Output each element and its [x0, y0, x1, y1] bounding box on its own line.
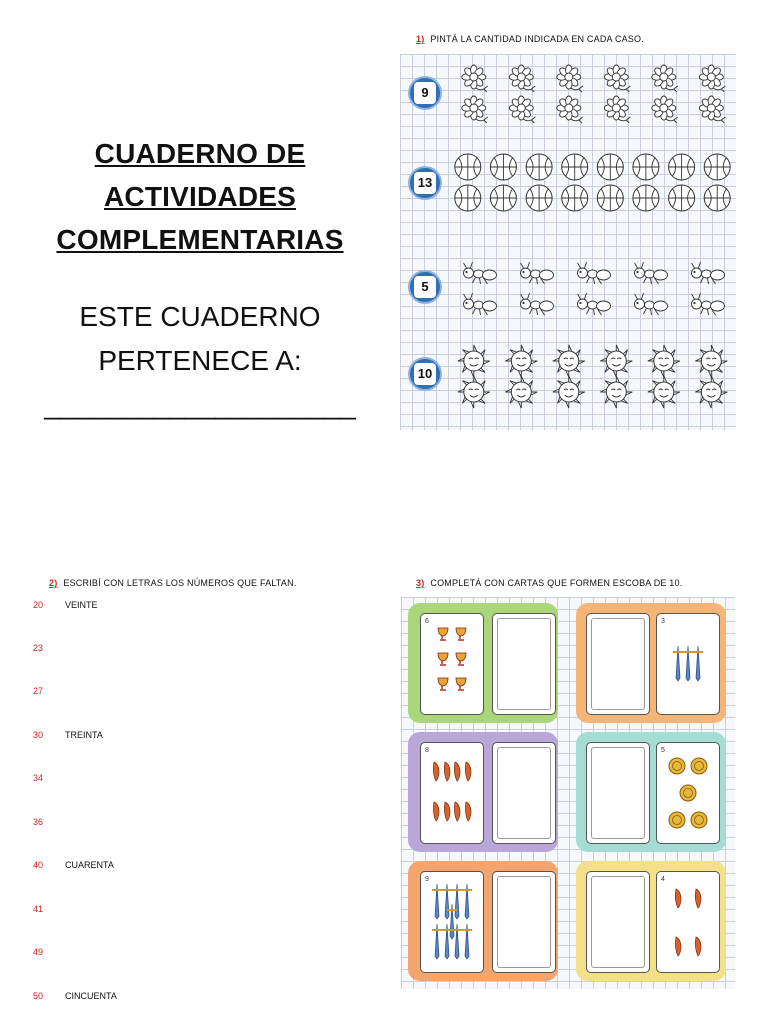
sun-drawing[interactable] — [553, 376, 585, 408]
flower-items — [450, 60, 735, 130]
ball-drawing[interactable] — [562, 185, 588, 211]
count-row-balls — [400, 150, 736, 220]
espadas-symbol — [462, 884, 472, 919]
bastos-symbol — [695, 889, 701, 908]
sun-items — [450, 344, 735, 414]
bastos-symbol — [433, 802, 439, 821]
bastos-symbol — [444, 762, 450, 781]
ball-items — [450, 150, 735, 220]
ant-drawing[interactable] — [578, 262, 611, 284]
flower-drawing[interactable] — [604, 96, 630, 123]
activity-2-number: 2) — [49, 578, 58, 588]
oros-symbol — [691, 758, 707, 774]
count-badge-value: 5 — [414, 276, 436, 298]
count-badge — [410, 168, 440, 198]
count-badge — [410, 359, 440, 389]
blank-card-slot[interactable] — [492, 871, 556, 973]
copas-symbol — [456, 653, 466, 665]
playing-card-4-bastos — [656, 871, 720, 973]
copas-symbol — [456, 628, 466, 640]
flower-drawing[interactable] — [699, 96, 725, 123]
ball-drawing[interactable] — [455, 185, 481, 211]
count-badge-value: 10 — [414, 363, 436, 385]
card-pair — [576, 732, 726, 852]
card-value-label: 4 — [661, 876, 665, 883]
ant-items — [450, 256, 735, 326]
espadas-symbol — [442, 884, 452, 919]
ball-drawing[interactable] — [669, 154, 695, 180]
card-pair — [408, 732, 558, 852]
blank-card-slot[interactable] — [586, 742, 650, 844]
playing-card-3-espadas — [656, 613, 720, 715]
sun-drawing[interactable] — [458, 376, 490, 408]
sun-drawing[interactable] — [695, 345, 727, 377]
card-value-label: 5 — [661, 747, 665, 754]
ball-drawing[interactable] — [704, 185, 730, 211]
ball-drawing[interactable] — [490, 154, 516, 180]
activity-2-instruction — [49, 578, 297, 588]
activity-3-panel — [401, 597, 735, 989]
activity-3-text: COMPLETÁ CON CARTAS QUE FORMEN ESCOBA DE 10. — [430, 578, 683, 588]
count-badge — [410, 78, 440, 108]
espadas-symbol — [683, 646, 693, 681]
number-value: 36 — [33, 817, 44, 827]
flower-drawing[interactable] — [462, 96, 488, 123]
sun-drawing[interactable] — [600, 376, 632, 408]
sun-drawing[interactable] — [648, 376, 680, 408]
flower-drawing[interactable] — [699, 65, 725, 92]
sun-drawing[interactable] — [648, 345, 680, 377]
card-value-label: 3 — [661, 618, 665, 625]
blank-card-slot[interactable] — [492, 613, 556, 715]
ant-drawing[interactable] — [521, 293, 554, 315]
bastos-symbol — [675, 937, 681, 956]
oros-symbol — [669, 812, 685, 828]
bastos-symbol — [465, 762, 471, 781]
ant-drawing[interactable] — [692, 293, 725, 315]
espadas-symbol — [462, 924, 472, 959]
ball-drawing[interactable] — [562, 154, 588, 180]
ball-drawing[interactable] — [633, 185, 659, 211]
ant-drawing[interactable] — [464, 293, 497, 315]
ball-drawing[interactable] — [669, 185, 695, 211]
bastos-symbol — [454, 802, 460, 821]
number-word: TREINTA — [65, 730, 103, 740]
bastos-symbol — [465, 802, 471, 821]
bastos-symbol — [433, 762, 439, 781]
count-badge — [410, 272, 440, 302]
ant-drawing[interactable] — [521, 262, 554, 284]
oros-symbol — [680, 785, 696, 801]
ball-drawing[interactable] — [597, 154, 623, 180]
ball-drawing[interactable] — [455, 154, 481, 180]
ball-drawing[interactable] — [704, 154, 730, 180]
playing-card-6-copas — [420, 613, 484, 715]
sun-drawing[interactable] — [505, 345, 537, 377]
sun-drawing[interactable] — [695, 376, 727, 408]
flower-drawing[interactable] — [557, 65, 583, 92]
espadas-symbol — [447, 904, 457, 939]
ant-drawing[interactable] — [635, 262, 668, 284]
playing-card-9-espadas — [420, 871, 484, 973]
flower-drawing[interactable] — [509, 96, 535, 123]
card-pair — [576, 603, 726, 723]
sun-drawing[interactable] — [600, 345, 632, 377]
count-row-ants — [400, 256, 736, 326]
activity-3-instruction — [416, 578, 682, 588]
card-pair — [408, 861, 558, 981]
flower-drawing[interactable] — [604, 65, 630, 92]
bastos-symbol — [695, 937, 701, 956]
playing-card-5-oros — [656, 742, 720, 844]
activity-2-text: ESCRIBÍ CON LETRAS LOS NÚMEROS QUE FALTAN. — [63, 578, 297, 588]
bastos-symbol — [454, 762, 460, 781]
count-row-suns — [400, 344, 736, 414]
espadas-symbol — [442, 924, 452, 959]
ant-drawing[interactable] — [578, 293, 611, 315]
ant-drawing[interactable] — [635, 293, 668, 315]
number-value: 27 — [33, 686, 44, 696]
cover-title-line-3: COMPLEMENTARIAS — [56, 224, 344, 255]
activity-1-number: 1) — [416, 34, 425, 44]
ball-drawing[interactable] — [633, 154, 659, 180]
ball-drawing[interactable] — [526, 185, 552, 211]
copas-symbol — [456, 678, 466, 690]
cover-block — [30, 132, 370, 425]
flower-drawing[interactable] — [557, 96, 583, 123]
espadas-symbol — [432, 884, 442, 919]
playing-card-8-bastos — [420, 742, 484, 844]
espadas-symbol — [432, 924, 442, 959]
blank-card-slot[interactable] — [492, 742, 556, 844]
flower-drawing[interactable] — [652, 96, 678, 123]
owner-name-blank: ____________________ — [44, 389, 356, 420]
cover-subtitle — [30, 295, 370, 383]
ball-drawing[interactable] — [597, 185, 623, 211]
flower-drawing[interactable] — [462, 65, 488, 92]
card-pair — [576, 861, 726, 981]
flower-drawing[interactable] — [509, 65, 535, 92]
cover-subtitle-line-1: ESTE CUADERNO — [79, 301, 321, 332]
ball-drawing[interactable] — [526, 154, 552, 180]
sun-drawing[interactable] — [505, 376, 537, 408]
activity-1-panel — [400, 54, 736, 430]
sun-drawing[interactable] — [458, 345, 490, 377]
number-value: 34 — [33, 773, 44, 783]
card-value-label: 9 — [425, 876, 429, 883]
number-word: CUARENTA — [65, 860, 114, 870]
number-value: 23 — [33, 643, 44, 653]
count-row-flowers — [400, 60, 736, 130]
oros-symbol — [669, 758, 685, 774]
number-value: 30 — [33, 730, 44, 740]
oros-symbol — [691, 812, 707, 828]
blank-card-slot[interactable] — [586, 613, 650, 715]
card-value-label: 6 — [425, 618, 429, 625]
copas-symbol — [438, 653, 448, 665]
sun-drawing[interactable] — [553, 345, 585, 377]
cover-title — [30, 132, 370, 261]
ball-drawing[interactable] — [490, 185, 516, 211]
copas-symbol — [438, 628, 448, 640]
ant-drawing[interactable] — [692, 262, 725, 284]
blank-card-slot[interactable] — [586, 871, 650, 973]
card-value-label: 8 — [425, 747, 429, 754]
cover-title-line-2: ACTIVIDADES — [104, 181, 296, 212]
number-value: 50 — [33, 991, 44, 1001]
card-pair — [408, 603, 558, 723]
copas-symbol — [438, 678, 448, 690]
activity-3-number: 3) — [416, 578, 425, 588]
number-word: CINCUENTA — [65, 991, 117, 1001]
bastos-symbol — [675, 889, 681, 908]
activity-1-text: PINTÁ LA CANTIDAD INDICADA EN CADA CASO. — [430, 34, 644, 44]
ant-drawing[interactable] — [464, 262, 497, 284]
espadas-symbol — [693, 646, 703, 681]
count-badge-value: 13 — [414, 172, 436, 194]
espadas-symbol — [452, 884, 462, 919]
number-value: 40 — [33, 860, 44, 870]
activity-1-instruction — [416, 34, 644, 44]
espadas-symbol — [673, 646, 683, 681]
number-value: 41 — [33, 904, 44, 914]
number-value: 20 — [33, 600, 44, 610]
number-value: 49 — [33, 947, 44, 957]
count-badge-value: 9 — [414, 82, 436, 104]
bastos-symbol — [444, 802, 450, 821]
espadas-symbol — [452, 924, 462, 959]
cover-subtitle-line-2: PERTENECE A: — [98, 345, 302, 376]
flower-drawing[interactable] — [652, 65, 678, 92]
cover-title-line-1: CUADERNO DE — [94, 138, 306, 169]
number-word: VEINTE — [65, 600, 98, 610]
